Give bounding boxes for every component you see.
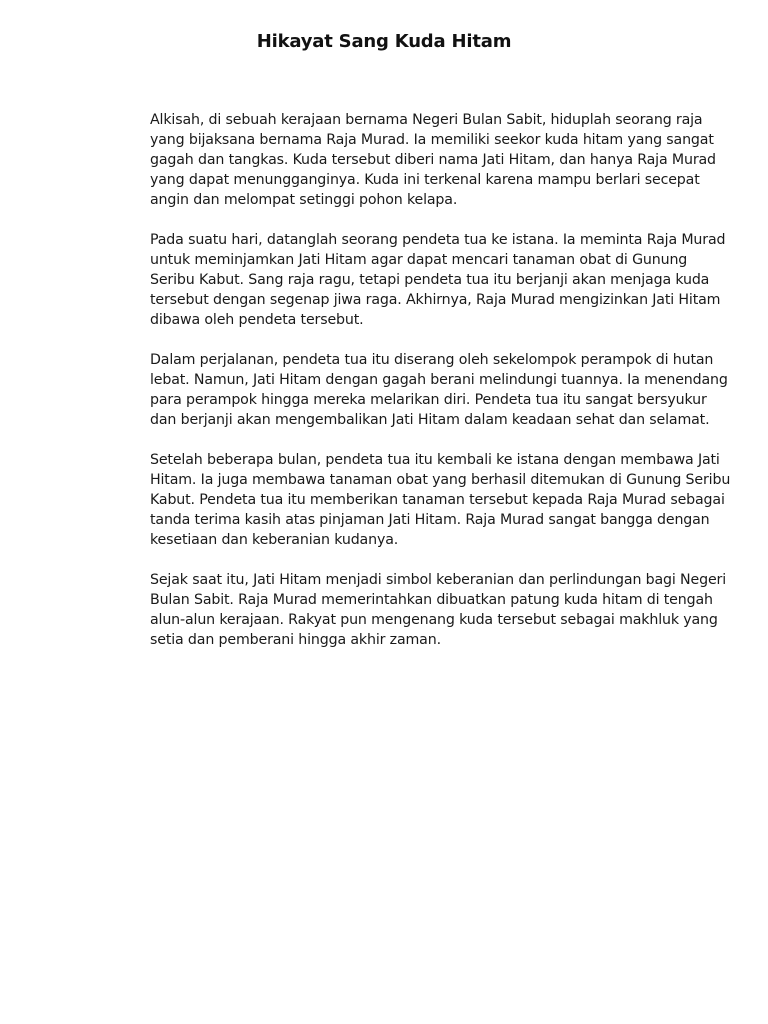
paragraph: Pada suatu hari, datanglah seorang pendeta tua ke istana. Ia meminta Raja Murad untuk meminjamkan Jati Hitam agar dapat mencari tanaman obat di Gunung Seribu Kabut. Sang raja ragu, tetapi pendeta tua itu berjanji akan menjaga kuda tersebut dengan segenap jiwa raga. Akhirnya, Raja Murad mengizinkan Jati Hitam dibawa oleh pendeta tersebut. xyxy=(150,232,726,328)
document-title: Hikayat Sang Kuda Hitam xyxy=(256,31,512,52)
paragraph: Dalam perjalanan, pendeta tua itu diserang oleh sekelompok perampok di hutan lebat. Namun, Jati Hitam dengan gagah berani melindungi tuannya. Ia menendang para perampok hingga mereka melarikan diri. Pendeta tua itu sangat bersyukur dan berjanji akan mengembalikan Jati Hitam dalam keadaan sehat dan selamat. xyxy=(150,352,728,428)
paragraph: Setelah beberapa bulan, pendeta tua itu kembali ke istana dengan membawa Jati Hitam. Ia juga membawa tanaman obat yang berhasil ditemukan di Gunung Seribu Kabut. Pendeta tua itu memberikan tanaman tersebut kepada Raja Murad sebagai tanda terima kasih atas pinjaman Jati Hitam. Raja Murad sangat bangga dengan kesetiaan dan keberanian kudanya. xyxy=(150,452,731,548)
document-body xyxy=(150,110,735,670)
paragraph: Alkisah, di sebuah kerajaan bernama Negeri Bulan Sabit, hiduplah seorang raja yang bijaksana bernama Raja Murad. Ia memiliki seekor kuda hitam yang sangat gagah dan tangkas. Kuda tersebut diberi nama Jati Hitam, dan hanya Raja Murad yang dapat menungganginya. Kuda ini terkenal karena mampu berlari secepat angin dan melompat setinggi pohon kelapa. xyxy=(150,112,716,208)
paragraph: Sejak saat itu, Jati Hitam menjadi simbol keberanian dan perlindungan bagi Negeri Bulan Sabit. Raja Murad memerintahkan dibuatkan patung kuda hitam di tengah alun-alun kerajaan. Rakyat pun mengenang kuda tersebut sebagai makhluk yang setia dan pemberani hingga akhir zaman. xyxy=(150,572,727,648)
